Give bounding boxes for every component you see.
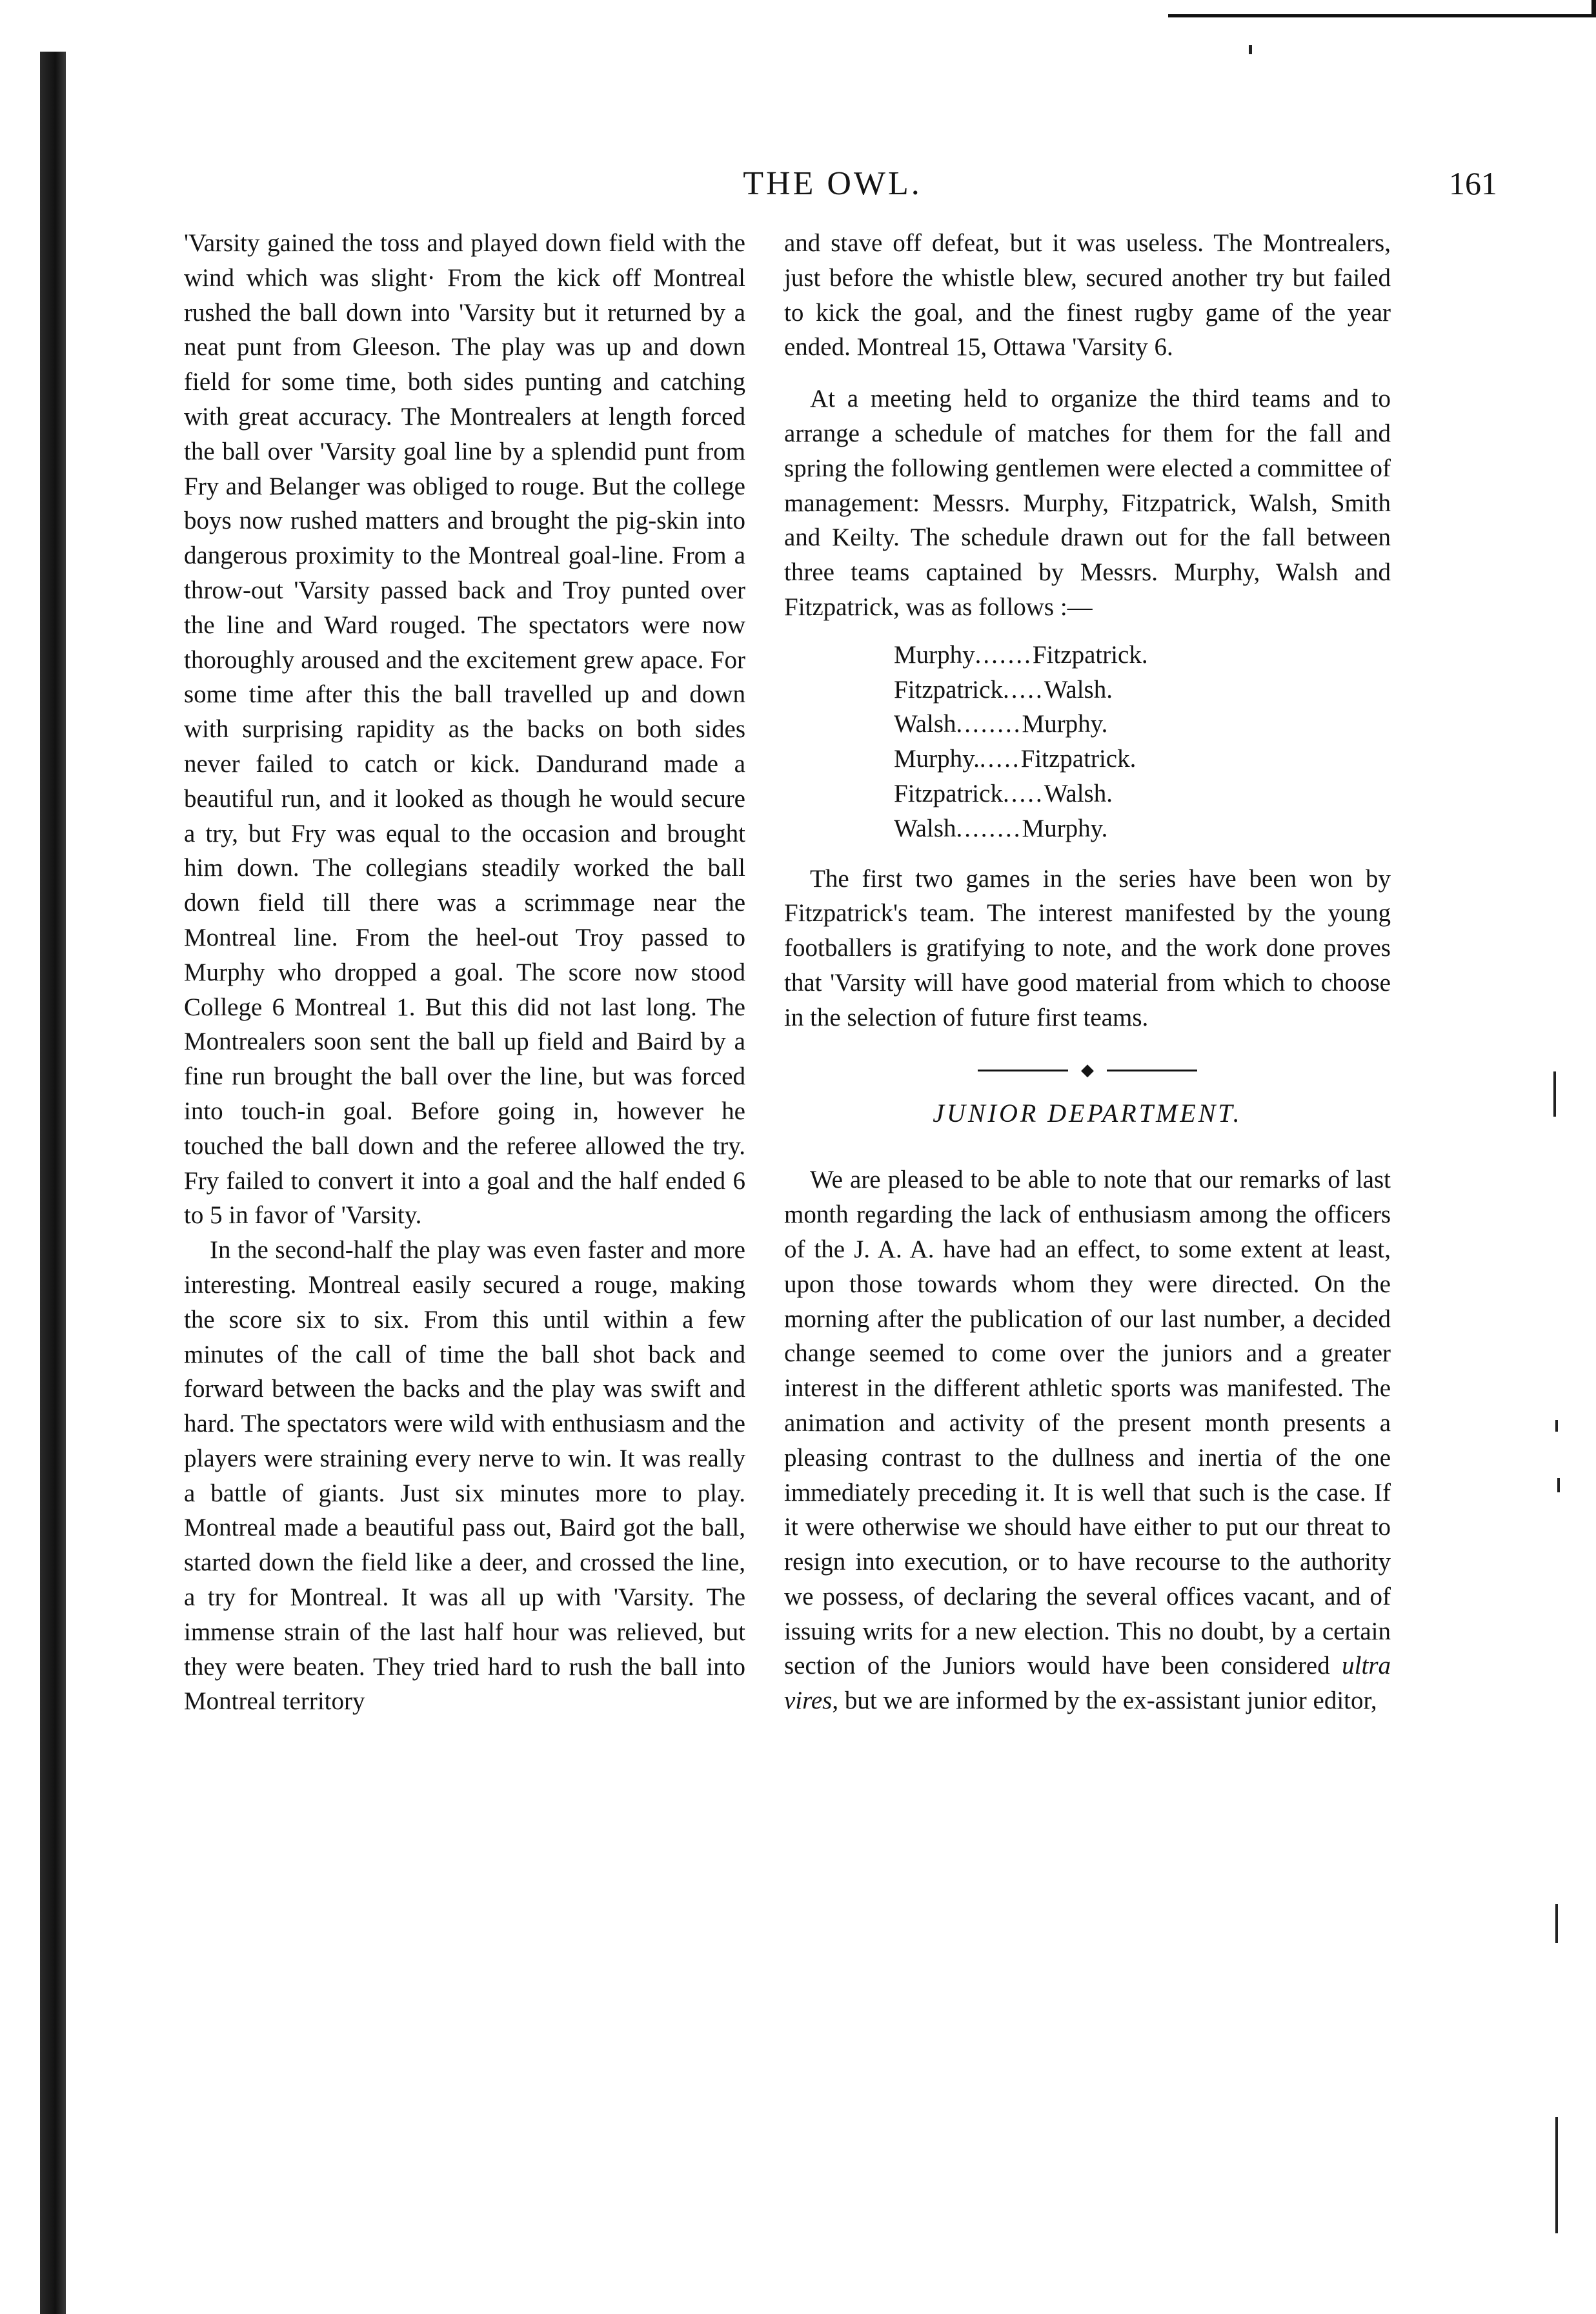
section-heading: JUNIOR DEPARTMENT. xyxy=(933,1098,1242,1128)
schedule-home: Walsh xyxy=(894,814,956,842)
schedule-row xyxy=(894,707,1281,742)
left-column xyxy=(184,226,745,1719)
divider-line xyxy=(978,1070,1068,1071)
page-header xyxy=(155,165,1510,216)
schedule-row xyxy=(894,811,1281,846)
margin-mark xyxy=(1555,1904,1558,1943)
running-title: THE OWL. xyxy=(743,165,922,202)
section-divider xyxy=(978,1060,1197,1079)
schedule-dots: ....... xyxy=(975,640,1033,669)
schedule-row xyxy=(894,776,1281,811)
schedule-row xyxy=(894,673,1281,707)
paragraph-text: , but we are informed by the ex-assistant junior editor, xyxy=(832,1687,1377,1715)
margin-mark xyxy=(1555,1420,1558,1432)
body-paragraph: The first two games in the series have been won by Fitzpatrick's team. The interest manifested by the young footballers is gratifying to note, and the work done proves that 'Varsity will have good material from which to choose in the selection of future first teams. xyxy=(784,864,1391,1031)
schedule-row xyxy=(894,638,1281,673)
schedule-home: Walsh xyxy=(894,710,956,738)
schedule-away: Walsh. xyxy=(1044,779,1113,807)
schedule-away: Fitzpatrick. xyxy=(1020,745,1136,773)
body-paragraph: 'Varsity gained the toss and played down field with the wind which was slight· From the kick off Montreal rushed the ball down into 'Varsity but it returned by a neat punt from Gleeson. The play was up and down field for some time, both sides punting and catching with great accuracy. The Montrealers at length forced the ball over 'Varsity goal line by a splendid punt from Fry and Belanger was obliged to rouge. But the college boys now rushed matters and brought the pig-skin into dangerous proximity to the Montreal goal-line. From a throw-out 'Varsity passed back and Troy punted over the line and Ward rouged. The spectators were now thoroughly aroused and the excitement grew apace. For some time after this the ball travelled up and down with surprising rapidity as the backs on both sides never failed to catch or kick. Dandurand made a beautiful run, and it looked as though he would secure a try, but Fry was equal to the occasion and brought him down. The collegians steadily worked the ball down field till there was a scrimmage near the Montreal line. From the heel-out Troy passed to Murphy who dropped a goal. The score now stood College 6 Montreal 1. But this did not last long. The Montrealers soon sent the ball up field and Baird by a fine run brought the ball over the line, but was forced into touch-in goal. Before going in, however he touched the ball down and the referee allowed the try. Fry failed to convert it into a goal and the half ended 6 to 5 in favor of 'Varsity. xyxy=(184,229,745,1230)
schedule-away: Fitzpatrick. xyxy=(1032,640,1148,669)
margin-mark xyxy=(1555,2117,1558,2233)
top-edge-rule xyxy=(1168,14,1596,17)
margin-mark xyxy=(1553,1071,1556,1117)
schedule-home: Fitzpatrick xyxy=(894,675,1003,704)
schedule-dots: ........ xyxy=(956,710,1022,738)
body-paragraph: and stave off defeat, but it was useless. The Montrealers, just before the whistle blew, secured another try but failed to kick the goal, and the finest rugby game of the year ended. Montreal 15, Ottawa 'Varsity 6. xyxy=(784,229,1391,361)
right-column xyxy=(784,226,1391,1718)
divider-line xyxy=(1107,1070,1197,1071)
schedule-away: Walsh. xyxy=(1044,675,1113,704)
page-number: 161 xyxy=(1449,165,1497,201)
italic-phrase: ultra vires xyxy=(784,1652,1391,1715)
schedule-home: Fitzpatrick xyxy=(894,779,1003,807)
margin-mark xyxy=(1557,1478,1560,1492)
paragraph-text: We are pleased to be able to note that our remarks of last month regarding the lack of enthusiasm among the officers of the J. A. A. have had an effect, to some extent at least, upon those towards whom they were directed. On the morning after the publication of our last number, a decided change seemed to come over the juniors and a greater interest in the different athletic sports was manifested. The animation and activity of the present month presents a pleasing contrast to the dullness and inertia of the one immediately preceding it. It is well that such is the case. If it were otherwise we should have either to put our threat to resign into execution, or to have recourse to the authority we possess, of declaring the several offices vacant, and of issuing writs for a new election. This no doubt, by a certain section of the Juniors would have been considered xyxy=(784,1166,1391,1680)
schedule-home: Murphy. xyxy=(894,745,980,773)
divider-ornament-icon: ◆ xyxy=(1081,1060,1094,1079)
schedule-home: Murphy xyxy=(894,640,975,669)
schedule-row xyxy=(894,742,1281,776)
schedule-away: Murphy. xyxy=(1022,710,1108,738)
schedule-dots: ........ xyxy=(956,814,1022,842)
body-paragraph: At a meeting held to organize the third teams and to arrange a schedule of matches for them for the fall and spring the following gentlemen were elected a committee of management: Messrs. Murphy, Fitzpatrick, Walsh, Smith and Keilty. The schedule drawn out for the fall between three teams captained by Messrs. Murphy, Walsh and Fitzpatrick, was as follows :— xyxy=(784,385,1391,621)
schedule-dots: ..... xyxy=(1002,675,1044,704)
schedule-dots: ..... xyxy=(979,745,1021,773)
schedule-table xyxy=(894,638,1281,846)
schedule-dots: ..... xyxy=(1002,779,1044,807)
corner-edge-mark xyxy=(1591,0,1596,17)
body-paragraph: In the second-half the play was even faster and more interesting. Montreal easily secured a rouge, making the score six to six. From this until within a few minutes of the call of time the ball shot back and forward between the backs and the play was swift and hard. The spectators were wild with enthusiasm and the players were straining every nerve to win. It was really a battle of giants. Just six minutes more to play. Montreal made a beautiful pass out, Baird got the ball, started down the field like a deer, and crossed the line, a try for Montreal. It was all up with 'Varsity. The immense strain of the last half hour was relieved, but they were beaten. They tried hard to rush the ball into Montreal territory xyxy=(184,1236,745,1716)
speck-mark xyxy=(1249,45,1252,54)
body-paragraph xyxy=(784,1162,1391,1718)
schedule-away: Murphy. xyxy=(1022,814,1108,842)
page-binding-shadow xyxy=(40,52,66,2314)
